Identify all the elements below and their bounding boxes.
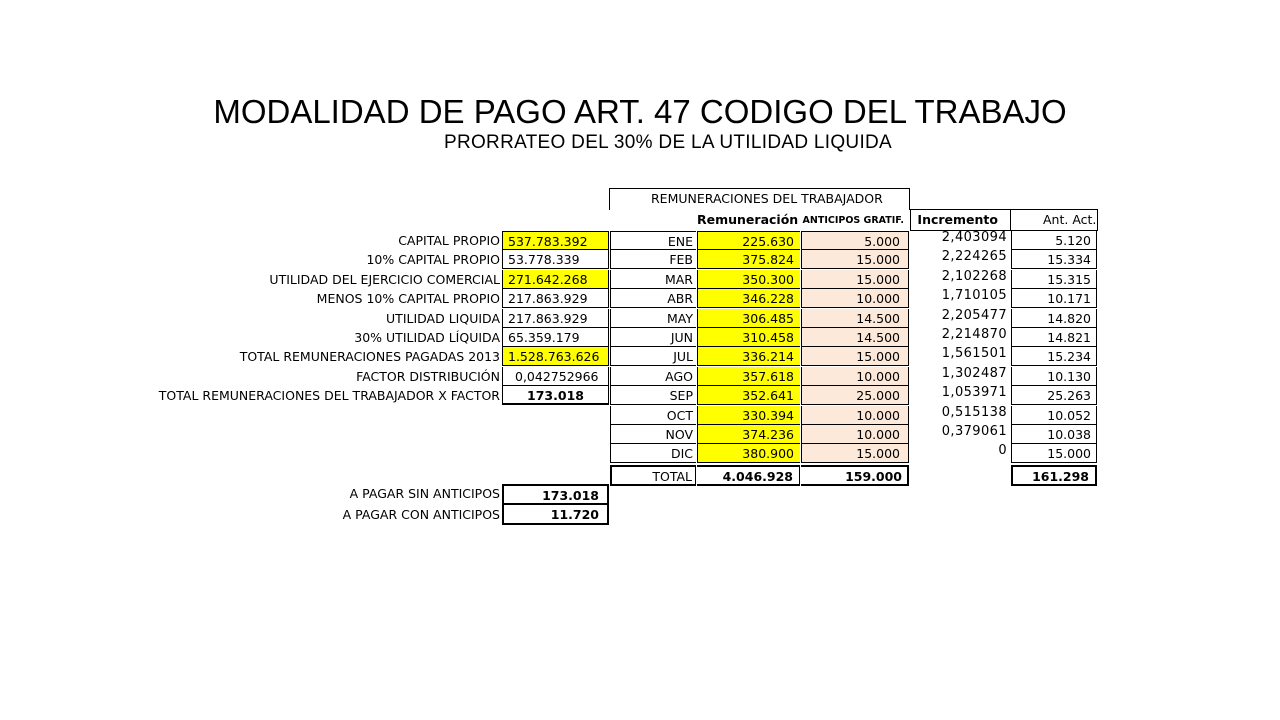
left-row-value: 1.528.763.626 [502,347,609,366]
left-row-value: 537.783.392 [502,231,609,250]
month-label: ABR [610,289,696,308]
anticipo-cell: 5.000 [801,231,909,250]
left-row-value: 217.863.929 [502,309,609,328]
month-label: AGO [610,367,696,386]
header-remuneracion: Remuneración [697,212,799,227]
remuneracion-cell: 380.900 [697,444,800,463]
month-label: MAY [610,309,696,328]
anticipo-cell: 10.000 [801,289,909,308]
incremento-cell: 0 [998,444,1007,459]
left-row-label: UTILIDAD LIQUIDA [386,310,500,326]
anticipo-cell: 15.000 [801,347,909,366]
left-row-label: MENOS 10% CAPITAL PROPIO [316,291,500,307]
total-ant-act: 161.298 [1011,465,1097,486]
ant-act-cell: 10.130 [1011,367,1097,386]
remuneracion-cell: 336.214 [697,347,800,366]
month-label: ENE [610,231,696,250]
left-row-value: 173.018 [502,386,609,405]
incremento-cell: 2,224265 [941,250,1007,265]
remuneracion-cell: 330.394 [697,406,800,425]
anticipo-cell: 25.000 [801,386,909,405]
ant-act-cell: 15.315 [1011,270,1097,289]
left-row-value: 65.359.179 [502,328,609,347]
ant-act-cell: 5.120 [1011,231,1097,250]
total-anticipos: 159.000 [801,465,909,486]
ant-act-cell: 14.821 [1011,328,1097,347]
month-label: DIC [610,444,696,463]
payment-label: A PAGAR SIN ANTICIPOS [349,486,500,501]
anticipo-cell: 15.000 [801,444,909,463]
ant-act-cell: 15.334 [1011,250,1097,269]
incremento-cell: 2,205477 [941,308,1007,323]
month-label: SEP [610,386,696,405]
anticipo-cell: 14.500 [801,328,909,347]
remuneracion-cell: 357.618 [697,367,800,386]
header-ant-act: Ant. Act. [1010,209,1098,231]
ant-act-cell: 25.263 [1011,386,1097,405]
total-label: TOTAL [610,465,696,486]
month-label: FEB [610,250,696,269]
incremento-cell: 0,515138 [941,405,1007,420]
header-incremento: Incremento [910,209,1010,231]
left-row-label: UTILIDAD DEL EJERCICIO COMERCIAL [269,271,500,287]
incremento-cell: 2,403094 [941,231,1007,245]
anticipo-cell: 15.000 [801,270,909,289]
incremento-cell: 1,561501 [941,347,1007,362]
ant-act-cell: 15.234 [1011,347,1097,366]
page-title: MODALIDAD DE PAGO ART. 47 CODIGO DEL TRABAJO [213,93,1067,130]
remuneracion-cell: 375.824 [697,250,800,269]
remuneracion-cell: 310.458 [697,328,800,347]
payment-label: A PAGAR CON ANTICIPOS [342,507,500,522]
month-label: JUL [610,347,696,366]
anticipo-cell: 15.000 [801,250,909,269]
ant-act-cell: 10.171 [1011,289,1097,308]
left-row-value: 0,042752966 [502,367,609,386]
month-label: MAR [610,270,696,289]
left-row-label: 10% CAPITAL PROPIO [366,252,500,268]
incremento-cell: 1,710105 [941,289,1007,304]
remuneracion-cell: 352.641 [697,386,800,405]
payment-value: 11.720 [502,505,609,525]
incremento-cell: 0,379061 [941,425,1007,439]
left-row-label: TOTAL REMUNERACIONES PAGADAS 2013 [239,349,500,365]
remuneracion-cell: 346.228 [697,289,800,308]
ant-act-cell: 10.052 [1011,406,1097,425]
left-row-value: 53.778.339 [502,250,609,269]
ant-act-cell: 10.038 [1011,425,1097,444]
header-anticipos: ANTICIPOS GRATIF. [802,215,904,226]
left-row-label: FACTOR DISTRIBUCIÓN [356,368,500,384]
anticipo-cell: 10.000 [801,367,909,386]
page-subtitle: PRORRATEO DEL 30% DE LA UTILIDAD LIQUIDA [443,132,893,153]
remuneracion-cell: 306.485 [697,309,800,328]
month-label: OCT [610,406,696,425]
left-row-label: CAPITAL PROPIO [398,233,500,248]
incremento-cell: 2,214870 [941,328,1007,342]
month-label: JUN [610,328,696,347]
left-row-label: 30% UTILIDAD LÍQUIDA [354,330,500,345]
incremento-cell: 2,102268 [941,269,1007,284]
total-remuneracion: 4.046.928 [697,465,800,486]
left-row-value: 271.642.268 [502,270,609,289]
header-remuneraciones: REMUNERACIONES DEL TRABAJADOR [609,188,910,210]
left-row-value: 217.863.929 [502,289,609,308]
incremento-cell: 1,302487 [941,366,1007,381]
anticipo-cell: 10.000 [801,406,909,425]
month-label: NOV [610,425,696,444]
ant-act-cell: 15.000 [1011,444,1097,463]
remuneracion-cell: 350.300 [697,270,800,289]
anticipo-cell: 14.500 [801,309,909,328]
remuneracion-cell: 374.236 [697,425,800,444]
remuneracion-cell: 225.630 [697,231,800,250]
left-row-label: TOTAL REMUNERACIONES DEL TRABAJADOR X FACTOR [158,388,500,404]
ant-act-cell: 14.820 [1011,309,1097,328]
anticipo-cell: 10.000 [801,425,909,444]
payment-value: 173.018 [502,484,609,505]
incremento-cell: 1,053971 [941,386,1007,401]
